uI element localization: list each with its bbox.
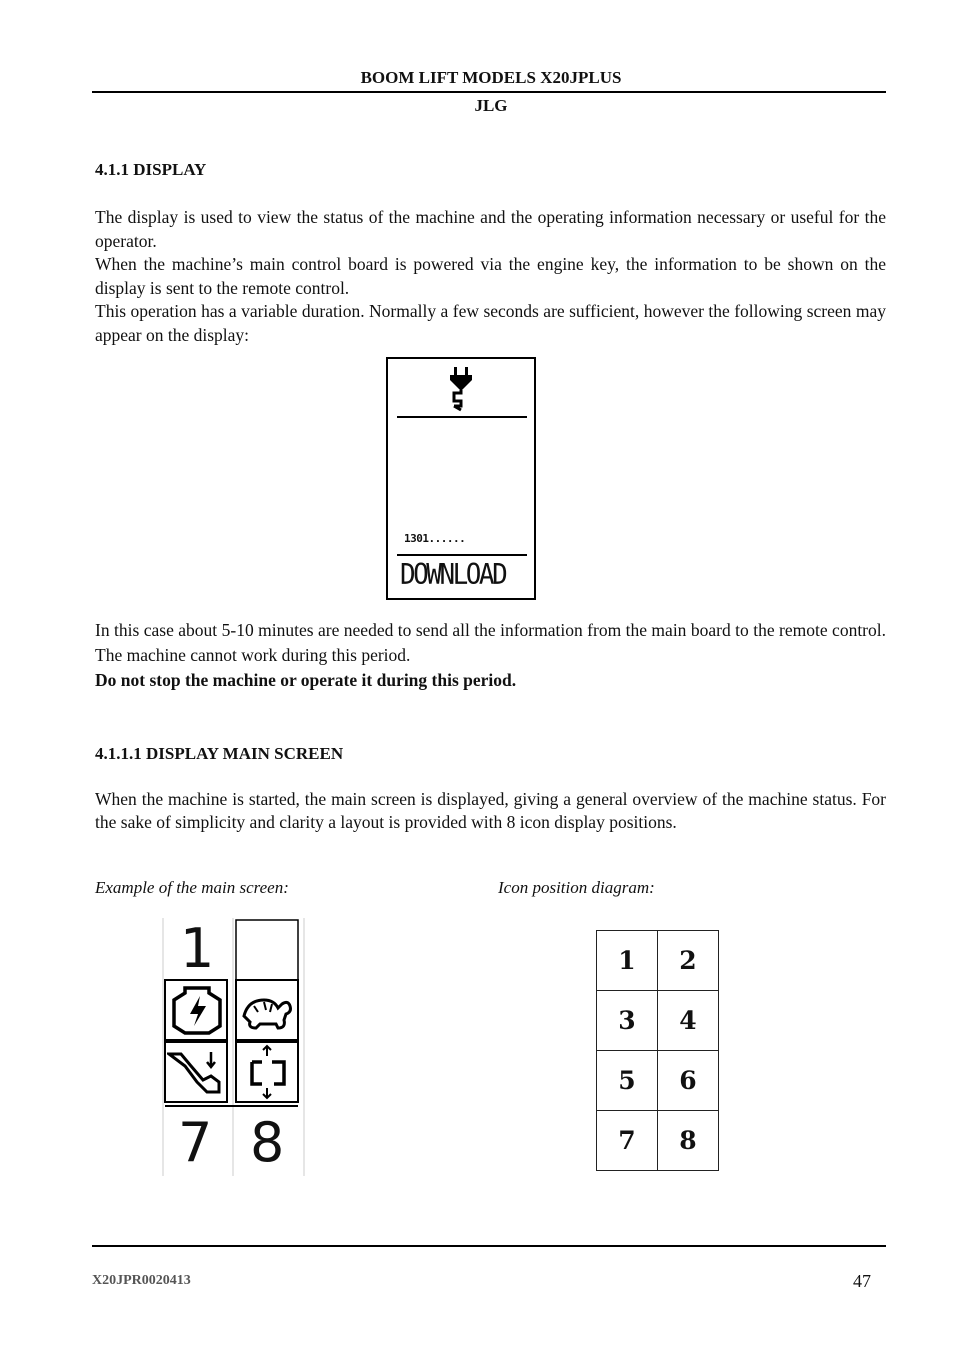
example-caption: Example of the main screen: bbox=[95, 878, 289, 897]
section-heading-main-screen: 4.1.1.1 DISPLAY MAIN SCREEN bbox=[95, 744, 344, 763]
example-cell-1: 1 bbox=[180, 917, 215, 980]
main-screen-example bbox=[162, 918, 306, 1176]
boom-lower-icon bbox=[167, 1044, 227, 1102]
paragraph: In this case about 5-10 minutes are needed to send all the information from the main board to the remote control. The machine cannot work during this period. bbox=[95, 620, 886, 665]
plug-icon bbox=[446, 367, 476, 413]
diagram-row bbox=[597, 1051, 719, 1111]
diagram-cell: 6 bbox=[658, 1051, 719, 1111]
example-cell-7: 7 bbox=[178, 1111, 213, 1174]
diagram-cell: 2 bbox=[658, 931, 719, 991]
diagram-cell: 5 bbox=[597, 1051, 658, 1111]
download-status: DOWNLOAD bbox=[400, 559, 506, 592]
engine-alternator-icon bbox=[168, 982, 226, 1038]
diagram-row bbox=[597, 1111, 719, 1171]
paragraph: The display is used to view the status of the machine and the operating information necessary or useful for the operator. bbox=[95, 207, 886, 251]
footer-rule bbox=[92, 1245, 886, 1247]
platform-level-icon bbox=[238, 1044, 296, 1102]
warning-text: Do not stop the machine or operate it during this period. bbox=[95, 670, 517, 690]
brand-name: JLG bbox=[474, 96, 508, 115]
screen-divider bbox=[397, 416, 527, 418]
diagram-cell: 8 bbox=[658, 1111, 719, 1171]
diagram-cell: 7 bbox=[597, 1111, 658, 1171]
paragraph: This operation has a variable duration. Normally a few seconds are sufficient, however the following screen may appear on the display: bbox=[95, 301, 886, 345]
document-title: BOOM LIFT MODELS X20JPLUS bbox=[360, 68, 622, 87]
icon-position-diagram bbox=[596, 930, 719, 1171]
diagram-row bbox=[597, 991, 719, 1051]
progress-text: 1301...... bbox=[404, 532, 466, 545]
download-notice bbox=[95, 618, 886, 693]
page-number: 47 bbox=[853, 1271, 871, 1291]
header-rule bbox=[92, 91, 886, 93]
display-intro bbox=[95, 206, 886, 347]
screen-divider bbox=[397, 554, 527, 556]
download-screen bbox=[386, 357, 536, 600]
main-screen-intro: When the machine is started, the main screen is displayed, giving a general overview of the machine status. For the sake of simplicity and clarity a layout is provided with 8 icon display positions. bbox=[95, 789, 886, 832]
document-code: X20JPR0020413 bbox=[92, 1273, 191, 1288]
diagram-cell: 3 bbox=[597, 991, 658, 1051]
diagram-cell: 1 bbox=[597, 931, 658, 991]
turtle-icon bbox=[238, 982, 296, 1038]
diagram-row bbox=[597, 931, 719, 991]
example-cell-8: 8 bbox=[250, 1111, 285, 1174]
diagram-caption: Icon position diagram: bbox=[498, 878, 655, 897]
diagram-cell: 4 bbox=[658, 991, 719, 1051]
paragraph: When the machine’s main control board is powered via the engine key, the information to be shown on the display is sent to the remote control. bbox=[95, 254, 886, 298]
section-heading-display: 4.1.1 DISPLAY bbox=[95, 160, 207, 179]
